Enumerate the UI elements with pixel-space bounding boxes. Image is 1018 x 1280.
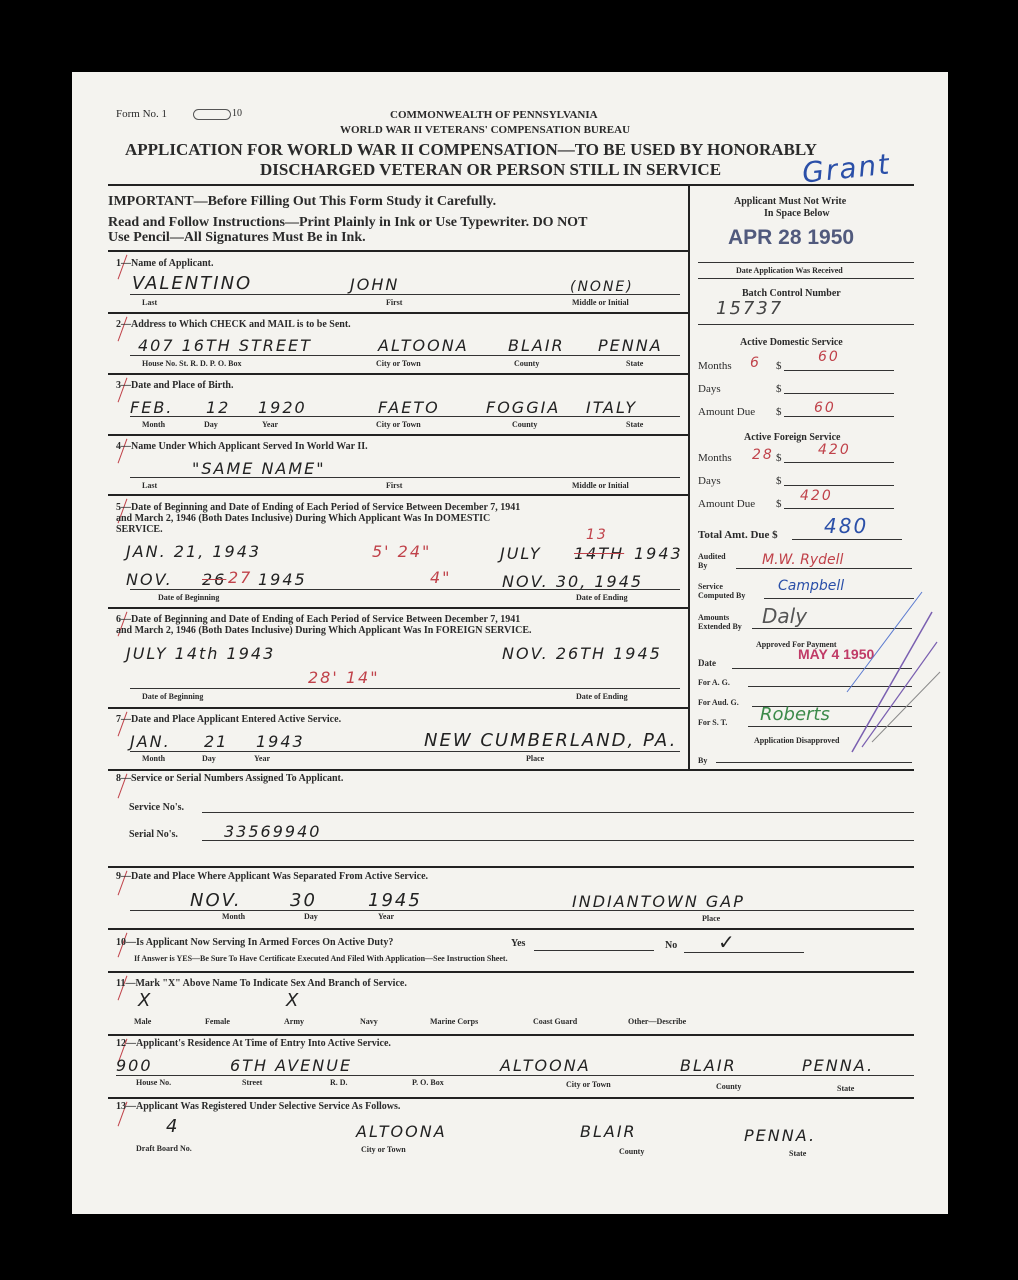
q7-label: 7—Date and Place Applicant Entered Active Service.: [116, 714, 342, 725]
dom-months-value: 6: [750, 355, 761, 371]
caption-county: County: [619, 1147, 645, 1156]
caption-last: Last: [142, 298, 158, 307]
for-ag-label: For A. G.: [698, 678, 730, 687]
option-coast-guard: Coast Guard: [533, 1017, 578, 1026]
option-army: Army: [284, 1017, 304, 1026]
by-label: By: [698, 756, 708, 765]
form-title-2: DISCHARGED VETERAN OR PERSON STILL IN SERVICE: [260, 160, 722, 179]
form-title-1: APPLICATION FOR WORLD WAR II COMPENSATION—TO BE USED BY HONORABLY: [125, 140, 817, 159]
audited-by-label: Audited By: [698, 552, 726, 570]
dollar-sign: $: [776, 498, 782, 510]
for-days-label: Days: [698, 475, 721, 487]
dollar-sign: $: [776, 406, 782, 418]
disapproved-label: Application Disapproved: [754, 736, 840, 745]
q6-label-2: and March 2, 1946 (Both Dates Inclusive) During Which Applicant Was In FOREIGN SERVICE.: [116, 625, 532, 636]
q11-label: 11—Mark "X" Above Name To Indicate Sex And Branch of Service.: [116, 978, 407, 989]
caption-middle: Middle or Initial: [572, 481, 629, 490]
q5-label-3: SERVICE.: [116, 524, 163, 535]
domestic-heading: Active Domestic Service: [740, 337, 843, 348]
caption-state: State: [626, 420, 644, 429]
for-st-label: For S. T.: [698, 718, 728, 727]
q1-middle: (NONE): [570, 279, 634, 295]
q2-county: BLAIR: [508, 336, 565, 355]
q1-first: JOHN: [350, 275, 400, 294]
application-form: [72, 72, 948, 1214]
caption-city: City or Town: [376, 359, 421, 368]
caption-begin: Date of Beginning: [142, 692, 204, 701]
computed-by-label: Service Computed By: [698, 582, 746, 600]
dollar-sign: $: [776, 452, 782, 464]
for-amount-value: 420: [800, 488, 833, 504]
q12-city: ALTOONA: [500, 1056, 591, 1075]
q4-label: 4—Name Under Which Applicant Served In World War II.: [116, 441, 368, 452]
dom-months-label: Months: [698, 360, 732, 372]
caption-last: Last: [142, 481, 158, 490]
caption-place: Place: [526, 754, 545, 763]
caption-county: County: [514, 359, 540, 368]
q2-house: 407 16TH STREET: [138, 336, 312, 355]
q3-day: 12: [206, 398, 231, 417]
total-value: 480: [824, 514, 869, 538]
caption-county: County: [512, 420, 538, 429]
caption-street: Street: [242, 1078, 263, 1087]
q5-row1-end-year: 1943: [634, 544, 683, 563]
office-column-divider: [688, 184, 690, 769]
caption-day: Day: [304, 912, 318, 921]
caption-begin: Date of Beginning: [158, 593, 220, 602]
q10-no-mark: ✓: [718, 930, 737, 954]
office-heading-1: Applicant Must Not Write: [734, 196, 847, 207]
q12-house: 900: [116, 1056, 153, 1075]
q5-row1-end-correction: 13: [586, 527, 608, 543]
q12-label: 12—Applicant's Residence At Time of Entry Into Active Service.: [116, 1038, 391, 1049]
q3-city: FAETO: [378, 398, 440, 417]
q5-row2-begin-year: 1945: [258, 570, 307, 589]
q6-begin: JULY 14th 1943: [126, 644, 276, 663]
instruction-3: Use Pencil—All Signatures Must Be in Ink.: [108, 230, 366, 245]
q5-row2-begin-day: 26: [202, 570, 227, 589]
caption-month: Month: [222, 912, 246, 921]
q1-last: VALENTINO: [132, 273, 253, 294]
approved-label: Approved For Payment: [756, 640, 837, 649]
q5-label-2: and March 2, 1946 (Both Dates Inclusive) During Which Applicant Was In DOMESTIC: [116, 513, 491, 524]
instruction-1: IMPORTANT—Before Filling Out This Form Study it Carefully.: [108, 194, 497, 209]
q3-month: FEB.: [130, 398, 174, 417]
q5-row1-note: 5' 24": [372, 542, 432, 561]
q12-street: 6TH AVENUE: [230, 1056, 353, 1075]
q5-row2-note: 4": [430, 568, 452, 587]
caption-place: Place: [702, 914, 721, 923]
option-male: Male: [134, 1017, 152, 1026]
dom-amount-label: Amount Due: [698, 406, 756, 418]
caption-year: Year: [262, 420, 278, 429]
q13-city: ALTOONA: [356, 1122, 447, 1141]
q10-no: No: [665, 940, 678, 951]
date-label: Date: [698, 658, 716, 668]
q10-note: If Answer is YES—Be Sure To Have Certificate Executed And Filed With Application—See Instruction Sheet.: [134, 954, 508, 963]
q2-label: 2—Address to Which CHECK and MAIL is to be Sent.: [116, 319, 351, 330]
for-months-label: Months: [698, 452, 732, 464]
total-label: Total Amt. Due $: [698, 529, 778, 541]
form-number: Form No. 1: [116, 108, 168, 120]
q5-row1-end-month: JULY: [500, 544, 542, 563]
q3-state: ITALY: [586, 398, 638, 417]
q3-label: 3—Date and Place of Birth.: [116, 380, 234, 391]
batch-label: Batch Control Number: [742, 288, 841, 299]
q2-state: PENNA: [598, 336, 663, 355]
dollar-sign: $: [776, 360, 782, 372]
commonwealth-line: COMMONWEALTH OF PENNSYLVANIA: [390, 109, 598, 121]
q9-label: 9—Date and Place Where Applicant Was Separated From Active Service.: [116, 871, 429, 882]
q1-label: 1—Name of Applicant.: [116, 258, 214, 269]
approved-date-stamp: MAY 4 1950: [798, 646, 875, 662]
service-no-label: Service No's.: [129, 802, 184, 813]
caption-state: State: [626, 359, 644, 368]
q5-label-1: 5—Date of Beginning and Date of Ending of Each Period of Service Between December 7, 1941: [116, 502, 521, 513]
instruction-2: Read and Follow Instructions—Print Plainly in Ink or Use Typewriter. DO NOT: [108, 215, 588, 230]
q6-label-1: 6—Date of Beginning and Date of Ending of Each Period of Service Between December 7, 1941: [116, 614, 521, 625]
q8-label: 8—Service or Serial Numbers Assigned To Applicant.: [116, 773, 344, 784]
caption-first: First: [386, 481, 403, 490]
q5-row1-begin: JAN. 21, 1943: [126, 542, 262, 561]
bureau-line: WORLD WAR II VETERANS' COMPENSATION BUREAU: [340, 124, 631, 136]
caption-board: Draft Board No.: [136, 1144, 192, 1153]
extended-by-label: Amounts Extended By: [698, 613, 742, 631]
q9-year: 1945: [368, 890, 422, 911]
dom-months-amount: 60: [818, 349, 840, 365]
caption-county: County: [716, 1082, 742, 1091]
caption-city: City or Town: [361, 1145, 406, 1154]
caption-month: Month: [142, 420, 166, 429]
q5-row1-end-day: 14TH: [574, 544, 625, 563]
q5-row2-begin-correction: 27: [228, 568, 253, 587]
dollar-sign: $: [776, 383, 782, 395]
dom-days-label: Days: [698, 383, 721, 395]
q9-place: INDIANTOWN GAP: [572, 892, 745, 911]
st-signature: Roberts: [760, 704, 830, 725]
q12-county: BLAIR: [680, 1056, 737, 1075]
q11-army-mark: X: [286, 990, 301, 1011]
caption-end: Date of Ending: [576, 692, 628, 701]
q10-yes: Yes: [511, 938, 526, 949]
for-amount-label: Amount Due: [698, 498, 756, 510]
caption-year: Year: [378, 912, 394, 921]
q9-day: 30: [290, 890, 317, 911]
caption-state: State: [789, 1149, 807, 1158]
option-marine-corps: Marine Corps: [430, 1017, 479, 1026]
q13-state: PENNA.: [744, 1126, 817, 1145]
caption-month: Month: [142, 754, 166, 763]
q11-male-mark: X: [138, 990, 153, 1011]
batch-number: 15737: [716, 298, 784, 319]
caption-year: Year: [254, 754, 270, 763]
for-aud-g-label: For Aud. G.: [698, 698, 739, 707]
q13-county: BLAIR: [580, 1122, 637, 1141]
q9-month: NOV.: [190, 890, 242, 911]
q7-year: 1943: [256, 732, 305, 751]
q10-label: 10—Is Applicant Now Serving In Armed Forces On Active Duty?: [116, 937, 394, 948]
extended-signature: Daly: [762, 604, 808, 628]
caption-end: Date of Ending: [576, 593, 628, 602]
dom-amount-value: 60: [814, 400, 836, 416]
header-rule: [108, 184, 914, 186]
q2-city: ALTOONA: [378, 336, 469, 355]
q12-state: PENNA.: [802, 1056, 875, 1075]
q7-month: JAN.: [130, 732, 171, 751]
dollar-sign: $: [776, 475, 782, 487]
option-other: Other—Describe: [628, 1017, 687, 1026]
q5-row2-begin-month: NOV.: [126, 570, 173, 589]
serial-number: 33569940: [224, 822, 322, 841]
caption-house: House No. St. R. D. P. O. Box: [142, 359, 242, 368]
form-suffix: 10: [232, 108, 242, 119]
grant-annotation: Grant: [800, 147, 893, 190]
q6-note: 28' 14": [308, 668, 380, 687]
caption-state: State: [837, 1084, 855, 1093]
foreign-heading: Active Foreign Service: [744, 432, 841, 443]
caption-middle: Middle or Initial: [572, 298, 629, 307]
caption-city: City or Town: [566, 1080, 611, 1089]
serial-no-label: Serial No's.: [129, 829, 178, 840]
received-date-stamp: APR 28 1950: [728, 226, 855, 249]
q7-place: NEW CUMBERLAND, PA.: [424, 730, 678, 751]
option-female: Female: [205, 1017, 230, 1026]
caption-rd: R. D.: [330, 1078, 348, 1087]
caption-house: House No.: [136, 1078, 172, 1087]
q3-county: FOGGIA: [486, 398, 561, 417]
computed-signature: Campbell: [778, 578, 845, 594]
q7-day: 21: [204, 732, 229, 751]
option-navy: Navy: [360, 1017, 378, 1026]
for-months-value: 28: [752, 447, 774, 463]
printer-seal-icon: [193, 109, 231, 120]
for-months-amount: 420: [818, 442, 851, 458]
caption-po: P. O. Box: [412, 1078, 444, 1087]
caption-day: Day: [202, 754, 216, 763]
q3-year: 1920: [258, 398, 307, 417]
caption-day: Day: [204, 420, 218, 429]
q13-board: 4: [166, 1116, 180, 1137]
caption-city: City or Town: [376, 420, 421, 429]
received-caption: Date Application Was Received: [736, 266, 843, 275]
office-heading-2: In Space Below: [764, 208, 830, 219]
caption-first: First: [386, 298, 403, 307]
q5-row2-end: NOV. 30, 1945: [502, 572, 644, 591]
audited-signature: M.W. Rydell: [762, 552, 844, 568]
q4-value: "SAME NAME": [192, 459, 326, 478]
q13-label: 13—Applicant Was Registered Under Selective Service As Follows.: [116, 1101, 401, 1112]
q6-end: NOV. 26TH 1945: [502, 644, 662, 663]
pen-strokes-icon: [842, 572, 942, 762]
